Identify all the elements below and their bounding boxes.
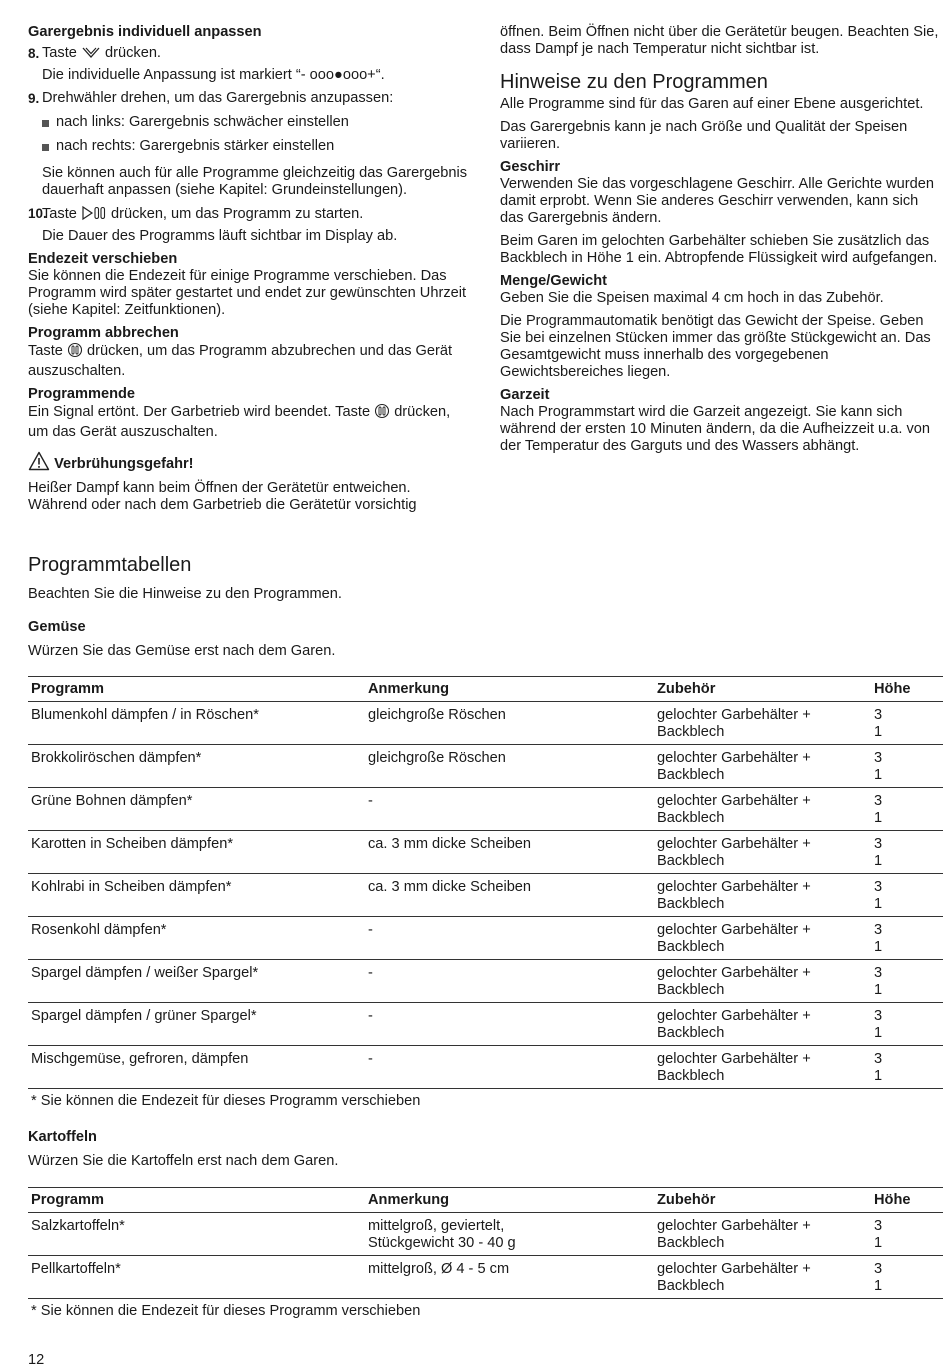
step-10: [28, 205, 468, 226]
heading-garzeit: Garzeit: [500, 387, 550, 403]
table-cell: gelochter Garbehälter + Backblech: [654, 745, 871, 788]
kartoffeln-table: [28, 1187, 943, 1299]
step-8: [28, 45, 468, 65]
table-cell: ca. 3 mm dicke Scheiben: [365, 874, 654, 917]
table-cell: Blumenkohl dämpfen / in Röschen*: [28, 702, 365, 745]
endzeit-text: Sie können die Endezeit für einige Programme verschieben. Das Programm wird später gestartet und endet zur gewünschten Uhrzeit (siehe Kapitel: Zeitfunktionen).: [28, 268, 467, 318]
step-number: 9.: [28, 91, 40, 106]
bullet-item: nach links: Garergebnis schwächer einstellen: [28, 114, 468, 131]
step-text: drücken.: [105, 45, 161, 61]
step-number: 10.: [28, 206, 47, 221]
table-row: [28, 1046, 943, 1089]
heading-endzeit: Endezeit verschieben: [28, 251, 178, 267]
table-cell: Pellkartoffeln*: [28, 1256, 365, 1299]
table-cell: gelochter Garbehälter + Backblech: [654, 1213, 871, 1256]
table-cell: gelochter Garbehälter + Backblech: [654, 1003, 871, 1046]
table-cell: 3 1: [871, 831, 943, 874]
heading-geschirr: Geschirr: [500, 159, 561, 175]
table-cell: Salzkartoffeln*: [28, 1213, 365, 1256]
table-header-row: [28, 1188, 943, 1213]
column-header: Höhe: [871, 677, 943, 702]
step-note: Die Dauer des Programms läuft sichtbar im Display ab.: [42, 228, 398, 244]
column-header: Höhe: [871, 1188, 943, 1213]
paragraph: Verwenden Sie das vorgeschlagene Geschirr. Alle Gerichte wurden damit erprobt. Wenn Sie anderes Geschirr verwenden, kann sich das Garergebnis ändern.: [500, 176, 935, 226]
table-row: [28, 1003, 943, 1046]
table-cell: 3 1: [871, 702, 943, 745]
table-cell: Grüne Bohnen dämpfen*: [28, 788, 365, 831]
column-header: Zubehör: [654, 677, 871, 702]
table-row: [28, 831, 943, 874]
warning-triangle-icon: [28, 451, 50, 476]
abbrechen-text: Taste drücken, um das Programm abzubrechen und das Gerät auszuschalten.: [28, 343, 453, 379]
start-pause-icon: [81, 205, 107, 226]
left-column: [28, 24, 468, 514]
paragraph: Nach Programmstart wird die Garzeit angezeigt. Sie kann sich während der ersten 10 Minuten ändern, da die Aufheizzeit u.a. von der Temperatur des Garguts und des Wassers abhängt.: [500, 404, 930, 454]
table-cell: gelochter Garbehälter + Backblech: [654, 1256, 871, 1299]
table-cell: Brokkoliröschen dämpfen*: [28, 745, 365, 788]
warning-heading: Verbrühungsgefahr!: [28, 451, 468, 476]
step-text: Drehwähler drehen, um das Garergebnis anzupassen:: [42, 90, 394, 106]
table-cell: ca. 3 mm dicke Scheiben: [365, 831, 654, 874]
table-cell: gleichgroße Röschen: [365, 702, 654, 745]
heading-garergebnis: Garergebnis individuell anpassen: [28, 24, 262, 40]
paragraph: Das Garergebnis kann je nach Größe und Qualität der Speisen variieren.: [500, 119, 908, 152]
table-cell: -: [365, 1046, 654, 1089]
heading-programmende: Programmende: [28, 386, 136, 402]
power-icon: [374, 403, 390, 424]
table-cell: 3 1: [871, 1256, 943, 1299]
heading-menge: Menge/Gewicht: [500, 273, 608, 289]
table-row: [28, 874, 943, 917]
programmende-text: Ein Signal ertönt. Der Garbetrieb wird beendet. Taste drücken, um das Gerät auszuschalten.: [28, 404, 451, 440]
bullet-item: nach rechts: Garergebnis stärker einstellen: [28, 138, 468, 155]
table-cell: gelochter Garbehälter + Backblech: [654, 960, 871, 1003]
table-cell: gelochter Garbehälter + Backblech: [654, 917, 871, 960]
step-text: Taste: [42, 206, 77, 222]
table-cell: Spargel dämpfen / grüner Spargel*: [28, 1003, 365, 1046]
page-number: 12: [28, 1352, 45, 1368]
step-9: [28, 90, 468, 107]
table-cell: -: [365, 960, 654, 1003]
table-cell: 3 1: [871, 1046, 943, 1089]
heading-kartoffeln: Kartoffeln: [28, 1129, 97, 1145]
table-row: [28, 917, 943, 960]
table-cell: gleichgroße Röschen: [365, 745, 654, 788]
step-text: Taste: [42, 45, 77, 61]
table-cell: 3 1: [871, 1213, 943, 1256]
step-number: 8.: [28, 46, 40, 61]
table-row: [28, 1256, 943, 1299]
table-cell: 3 1: [871, 960, 943, 1003]
table-cell: 3 1: [871, 745, 943, 788]
column-header: Anmerkung: [365, 1188, 654, 1213]
column-header: Programm: [28, 1188, 365, 1213]
table-cell: gelochter Garbehälter + Backblech: [654, 1046, 871, 1089]
table-cell: -: [365, 917, 654, 960]
table-cell: Rosenkohl dämpfen*: [28, 917, 365, 960]
step-text: drücken, um das Programm zu starten.: [111, 206, 364, 222]
heading-gemuese: Gemüse: [28, 619, 86, 635]
table-cell: mittelgroß, Ø 4 - 5 cm: [365, 1256, 654, 1299]
warning-text: Heißer Dampf kann beim Öffnen der Gerätetür entweichen. Während oder nach dem Garbetrieb die Gerätetür vorsichtig: [28, 480, 417, 513]
step-note: Sie können auch für alle Programme gleichzeitig das Garergebnis dauerhaft anpassen (siehe Kapitel: Grundeinstellungen).: [42, 165, 468, 198]
footnote: * Sie können die Endezeit für dieses Programm verschieben: [31, 1303, 421, 1319]
table-cell: 3 1: [871, 917, 943, 960]
heading-hinweise: Hinweise zu den Programmen: [500, 71, 768, 93]
tables-intro: Beachten Sie die Hinweise zu den Programmen.: [28, 586, 342, 602]
heading-programmtabellen: Programmtabellen: [28, 554, 192, 576]
paragraph: Geben Sie die Speisen maximal 4 cm hoch in das Zubehör.: [500, 290, 884, 306]
column-header: Anmerkung: [365, 677, 654, 702]
table-cell: gelochter Garbehälter + Backblech: [654, 788, 871, 831]
paragraph: Beim Garen im gelochten Garbehälter schieben Sie zusätzlich das Backblech in Höhe 1 ein. Abtropfende Flüssigkeit wird aufgefangen.: [500, 233, 938, 266]
column-header: Programm: [28, 677, 365, 702]
table-cell: 3 1: [871, 788, 943, 831]
table-cell: Spargel dämpfen / weißer Spargel*: [28, 960, 365, 1003]
table-cell: 3 1: [871, 1003, 943, 1046]
table-cell: gelochter Garbehälter + Backblech: [654, 702, 871, 745]
step-note: Die individuelle Anpassung ist markiert “- ooo●ooo+“.: [42, 67, 385, 83]
table-cell: Mischgemüse, gefroren, dämpfen: [28, 1046, 365, 1089]
table-cell: gelochter Garbehälter + Backblech: [654, 831, 871, 874]
table-row: [28, 745, 943, 788]
paragraph: Die Programmautomatik benötigt das Gewicht der Speise. Geben Sie bei einzelnen Stücken immer das größte Stückgewicht an. Das Gesamtgewicht muss innerhalb des vorgegebenen Gewichtsbereiches liegen.: [500, 313, 931, 380]
table-row: [28, 1213, 943, 1256]
table-row: [28, 788, 943, 831]
table-cell: Kohlrabi in Scheiben dämpfen*: [28, 874, 365, 917]
heading-abbrechen: Programm abbrechen: [28, 325, 179, 341]
continued-text: öffnen. Beim Öffnen nicht über die Gerätetür beugen. Beachten Sie, dass Dampf je nach Temperatur nicht sichtbar ist.: [500, 24, 939, 57]
paragraph: Alle Programme sind für das Garen auf einer Ebene ausgerichtet.: [500, 96, 924, 112]
table-cell: gelochter Garbehälter + Backblech: [654, 874, 871, 917]
table-cell: Karotten in Scheiben dämpfen*: [28, 831, 365, 874]
chevron-down-icon: [81, 46, 101, 65]
power-icon: [67, 342, 83, 363]
kartoffeln-intro: Würzen Sie die Kartoffeln erst nach dem Garen.: [28, 1153, 339, 1169]
table-cell: -: [365, 1003, 654, 1046]
table-row: [28, 702, 943, 745]
table-cell: 3 1: [871, 874, 943, 917]
column-header: Zubehör: [654, 1188, 871, 1213]
right-column: [500, 24, 942, 455]
table-cell: mittelgroß, geviertelt, Stückgewicht 30 - 40 g: [365, 1213, 654, 1256]
table-row: [28, 960, 943, 1003]
footnote: * Sie können die Endezeit für dieses Programm verschieben: [31, 1093, 421, 1109]
table-header-row: [28, 677, 943, 702]
program-tables-section: [28, 553, 943, 1320]
gemuese-table: [28, 676, 943, 1089]
table-cell: -: [365, 788, 654, 831]
gemuese-intro: Würzen Sie das Gemüse erst nach dem Garen.: [28, 643, 336, 659]
